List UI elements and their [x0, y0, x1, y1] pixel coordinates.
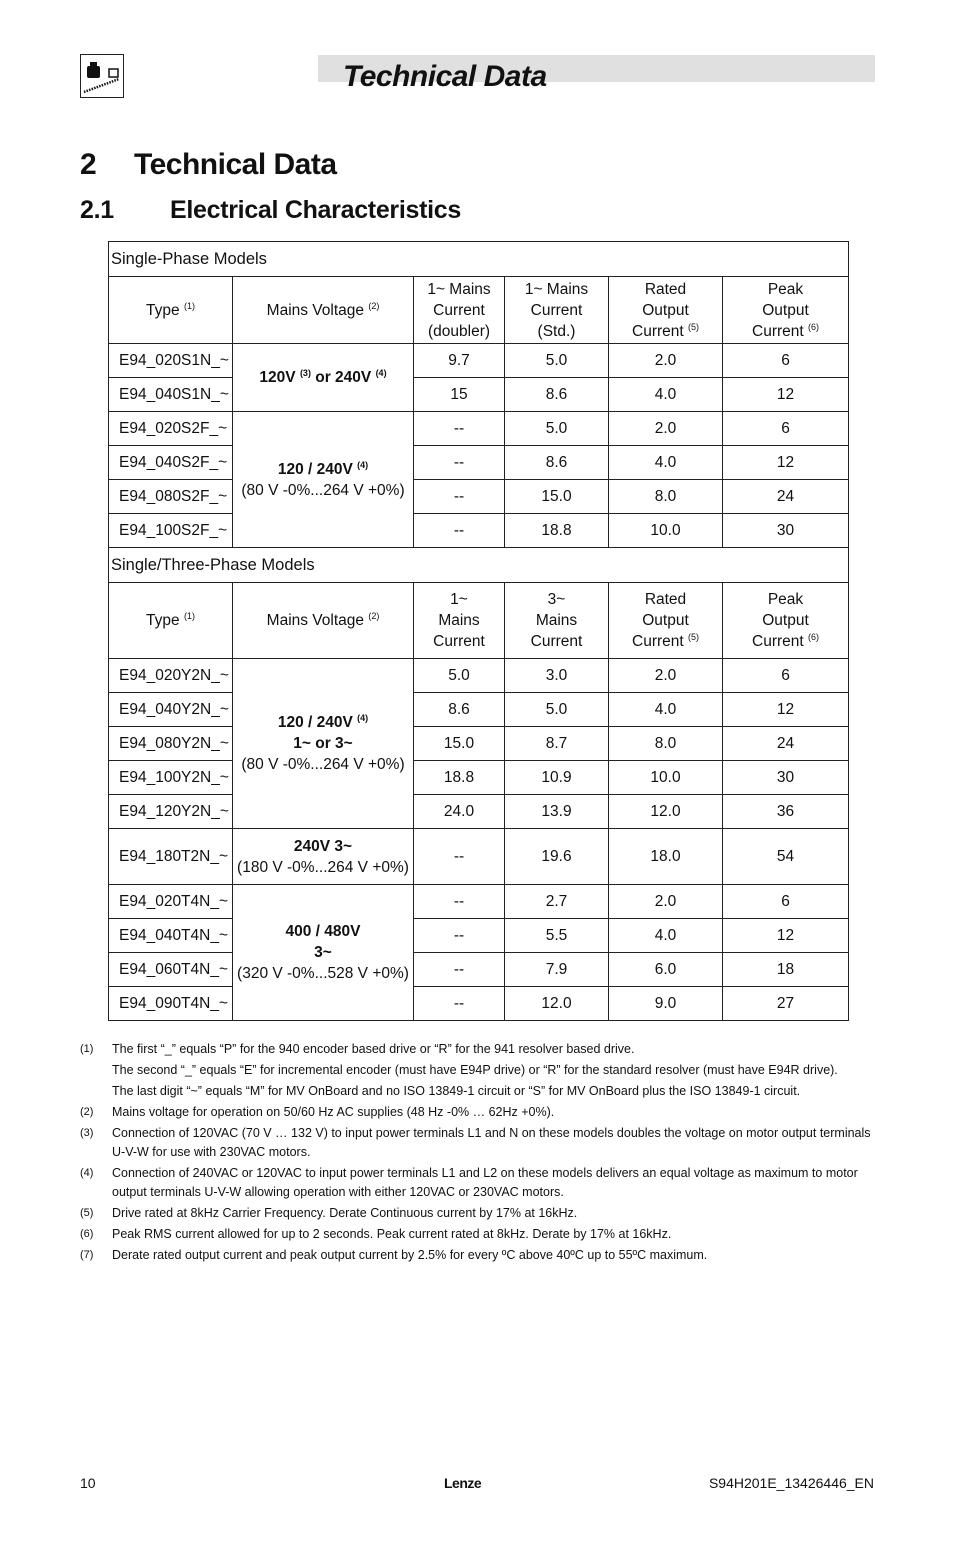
value-cell: 5.0	[505, 693, 609, 727]
header-3-phase-mains-current: 3~ Mains Current	[505, 583, 609, 659]
mains-voltage-cell: 120 / 240V $^{(4)}$ 1~ or 3~ (80 V -0%...264 V +0%)	[233, 659, 414, 829]
table-row	[109, 987, 849, 1021]
value-cell: 6	[723, 412, 849, 446]
value-cell: 6	[723, 885, 849, 919]
table-row	[109, 344, 849, 378]
brand-logo: Lenze	[444, 1475, 482, 1491]
type-cell: E94_040Y2N_~	[109, 693, 233, 727]
footnote-text: The second “_” equals “E” for incremental encoder (must have E94P drive) or “R” for the standard resolver (must have E94R drive).	[112, 1063, 838, 1077]
footnote	[80, 1225, 880, 1244]
footnote-text: The last digit “~” equals “M” for MV OnBoard and no ISO 13849-1 circuit or “S” for MV OnBoard plus the ISO 13849-1 circuit.	[112, 1084, 801, 1098]
value-cell: 5.0	[414, 659, 505, 693]
type-cell: E94_040S1N_~	[109, 378, 233, 412]
chapter-heading	[80, 148, 337, 182]
value-cell: 18.8	[505, 514, 609, 548]
header-type: Type $^{(1)}$	[109, 277, 233, 344]
type-cell: E94_020S1N_~	[109, 344, 233, 378]
value-cell: 27	[723, 987, 849, 1021]
value-cell: --	[414, 514, 505, 548]
value-cell: --	[414, 919, 505, 953]
type-cell: E94_020Y2N_~	[109, 659, 233, 693]
type-cell: E94_080S2F_~	[109, 480, 233, 514]
footnote-key: (6)	[80, 1228, 94, 1240]
value-cell: 18.8	[414, 761, 505, 795]
footnote	[80, 1061, 880, 1080]
value-cell: 4.0	[609, 693, 723, 727]
value-cell: --	[414, 987, 505, 1021]
value-cell: 12	[723, 446, 849, 480]
value-cell: 19.6	[505, 829, 609, 885]
footnote	[80, 1103, 880, 1122]
value-cell: --	[414, 412, 505, 446]
table-row	[109, 446, 849, 480]
header-mains-current-doubler: 1~ Mains Current (doubler)	[414, 277, 505, 344]
table-row	[109, 412, 849, 446]
value-cell: 2.0	[609, 885, 723, 919]
footnote-key: (2)	[80, 1106, 94, 1118]
header-type: Type $^{(1)}$	[109, 583, 233, 659]
value-cell: 24.0	[414, 795, 505, 829]
section-heading	[80, 196, 461, 225]
value-cell: --	[414, 829, 505, 885]
value-cell: 6	[723, 659, 849, 693]
value-cell: 12	[723, 693, 849, 727]
table-row	[109, 919, 849, 953]
footnote-key	[80, 1061, 112, 1080]
section-number: 2.1	[80, 196, 114, 224]
header-1-phase-mains-current: 1~ Mains Current	[414, 583, 505, 659]
footnote-text: Peak RMS current allowed for up to 2 seconds. Peak current rated at 8kHz. Derate by 17% at 16kHz.	[112, 1227, 672, 1241]
header-rated-output-current: Rated Output Current $^{(5)}$	[609, 583, 723, 659]
value-cell: 12.0	[505, 987, 609, 1021]
value-cell: --	[414, 953, 505, 987]
table-row	[109, 829, 849, 885]
type-cell: E94_120Y2N_~	[109, 795, 233, 829]
table-row	[109, 378, 849, 412]
value-cell: 8.7	[505, 727, 609, 761]
value-cell: 12	[723, 919, 849, 953]
mains-voltage-cell: 240V 3~ (180 V -0%...264 V +0%)	[233, 829, 414, 885]
value-cell: --	[414, 885, 505, 919]
three-phase-header-row	[109, 583, 849, 659]
footnote-text: The first “_” equals “P” for the 940 encoder based drive or “R” for the 941 resolver based drive.	[112, 1042, 635, 1056]
value-cell: 12	[723, 378, 849, 412]
footnote-text: Derate rated output current and peak output current by 2.5% for every ºC above 40ºC up to 55ºC maximum.	[112, 1248, 708, 1262]
weight-icon	[81, 55, 123, 97]
value-cell: 5.0	[505, 344, 609, 378]
value-cell: 54	[723, 829, 849, 885]
type-cell: E94_020T4N_~	[109, 885, 233, 919]
value-cell: 13.9	[505, 795, 609, 829]
value-cell: 4.0	[609, 446, 723, 480]
value-cell: 10.0	[609, 761, 723, 795]
value-cell: 8.6	[505, 446, 609, 480]
table-row	[109, 953, 849, 987]
type-cell: E94_060T4N_~	[109, 953, 233, 987]
type-cell: E94_040S2F_~	[109, 446, 233, 480]
footnote	[80, 1164, 880, 1202]
footnote	[80, 1246, 880, 1265]
value-cell: 15.0	[505, 480, 609, 514]
chapter-number: 2	[80, 148, 97, 181]
table-row	[109, 693, 849, 727]
value-cell: 2.0	[609, 412, 723, 446]
value-cell: 7.9	[505, 953, 609, 987]
value-cell: --	[414, 446, 505, 480]
value-cell: 8.6	[505, 378, 609, 412]
value-cell: 24	[723, 480, 849, 514]
value-cell: 18.0	[609, 829, 723, 885]
value-cell: 4.0	[609, 378, 723, 412]
value-cell: 10.0	[609, 514, 723, 548]
value-cell: 30	[723, 514, 849, 548]
header-mains-voltage: Mains Voltage $^{(2)}$	[233, 583, 414, 659]
value-cell: 15.0	[414, 727, 505, 761]
value-cell: 2.7	[505, 885, 609, 919]
page-number: 10	[80, 1475, 96, 1491]
footnote-key: (1)	[80, 1043, 94, 1055]
running-header-title: Technical Data	[343, 60, 547, 93]
footnote-key: (3)	[80, 1127, 94, 1139]
table-row	[109, 761, 849, 795]
type-cell: E94_090T4N_~	[109, 987, 233, 1021]
footnote	[80, 1082, 880, 1101]
mains-voltage-cell: 400 / 480V 3~ (320 V -0%...528 V +0%)	[233, 885, 414, 1021]
header-mains-voltage: Mains Voltage $^{(2)}$	[233, 277, 414, 344]
value-cell: 2.0	[609, 659, 723, 693]
footnote-text: Drive rated at 8kHz Carrier Frequency. Derate Continuous current by 17% at 16kHz.	[112, 1206, 578, 1220]
value-cell: 4.0	[609, 919, 723, 953]
three-phase-section-label: Single/Three-Phase Models	[109, 548, 849, 583]
type-cell: E94_100S2F_~	[109, 514, 233, 548]
document-id: S94H201E_13426446_EN	[708, 1475, 874, 1491]
value-cell: 10.9	[505, 761, 609, 795]
footnote	[80, 1040, 880, 1059]
table-row	[109, 727, 849, 761]
value-cell: 5.5	[505, 919, 609, 953]
footnote-key: (4)	[80, 1167, 94, 1179]
footnote	[80, 1124, 880, 1162]
value-cell: 3.0	[505, 659, 609, 693]
value-cell: 12.0	[609, 795, 723, 829]
value-cell: 8.6	[414, 693, 505, 727]
table-row	[109, 659, 849, 693]
chapter-title: Technical Data	[134, 148, 337, 181]
table-row	[109, 885, 849, 919]
value-cell: 6	[723, 344, 849, 378]
value-cell: 36	[723, 795, 849, 829]
type-cell: E94_180T2N_~	[109, 829, 233, 885]
mains-voltage-cell: 120V $^{(3)}$ or 240V $^{(4)}$	[233, 344, 414, 412]
value-cell: 8.0	[609, 727, 723, 761]
single-phase-section-label: Single-Phase Models	[109, 242, 849, 277]
value-cell: 18	[723, 953, 849, 987]
value-cell: 30	[723, 761, 849, 795]
footnotes	[80, 1040, 880, 1267]
table-row	[109, 795, 849, 829]
footnote-key: (5)	[80, 1207, 94, 1219]
value-cell: 5.0	[505, 412, 609, 446]
section-title: Electrical Characteristics	[170, 196, 461, 224]
mains-voltage-cell: 120 / 240V $^{(4)}$ (80 V -0%...264 V +0%)	[233, 412, 414, 548]
type-cell: E94_040T4N_~	[109, 919, 233, 953]
value-cell: 9.7	[414, 344, 505, 378]
value-cell: 24	[723, 727, 849, 761]
footnote-key: (7)	[80, 1249, 94, 1261]
value-cell: 15	[414, 378, 505, 412]
single-phase-header-row	[109, 277, 849, 344]
value-cell: 6.0	[609, 953, 723, 987]
value-cell: 2.0	[609, 344, 723, 378]
header-peak-output-current: Peak Output Current $^{(6)}$	[723, 277, 849, 344]
table-row	[109, 514, 849, 548]
footnote	[80, 1204, 880, 1223]
type-cell: E94_100Y2N_~	[109, 761, 233, 795]
value-cell: 8.0	[609, 480, 723, 514]
footnote-text: Connection of 120VAC (70 V … 132 V) to input power terminals L1 and N on these models doubles the voltage on motor output terminals U-V-W for use with 230VAC motors.	[112, 1126, 871, 1159]
header-rated-output-current: Rated Output Current $^{(5)}$	[609, 277, 723, 344]
header-peak-output-current: Peak Output Current $^{(6)}$	[723, 583, 849, 659]
table-row	[109, 480, 849, 514]
chapter-logo-icon	[80, 54, 124, 98]
electrical-characteristics-table	[108, 241, 849, 1021]
header-mains-current-std: 1~ Mains Current (Std.)	[505, 277, 609, 344]
type-cell: E94_020S2F_~	[109, 412, 233, 446]
footnote-text: Connection of 240VAC or 120VAC to input power terminals L1 and L2 on these models delivers an equal voltage as maximum to motor output terminals U-V-W allowing operation with either 120VAC or 230VAC motors.	[112, 1166, 858, 1199]
type-cell: E94_080Y2N_~	[109, 727, 233, 761]
value-cell: 9.0	[609, 987, 723, 1021]
footnote-text: Mains voltage for operation on 50/60 Hz AC supplies (48 Hz -0% … 62Hz +0%).	[112, 1105, 555, 1119]
footnote-key	[80, 1082, 112, 1101]
value-cell: --	[414, 480, 505, 514]
